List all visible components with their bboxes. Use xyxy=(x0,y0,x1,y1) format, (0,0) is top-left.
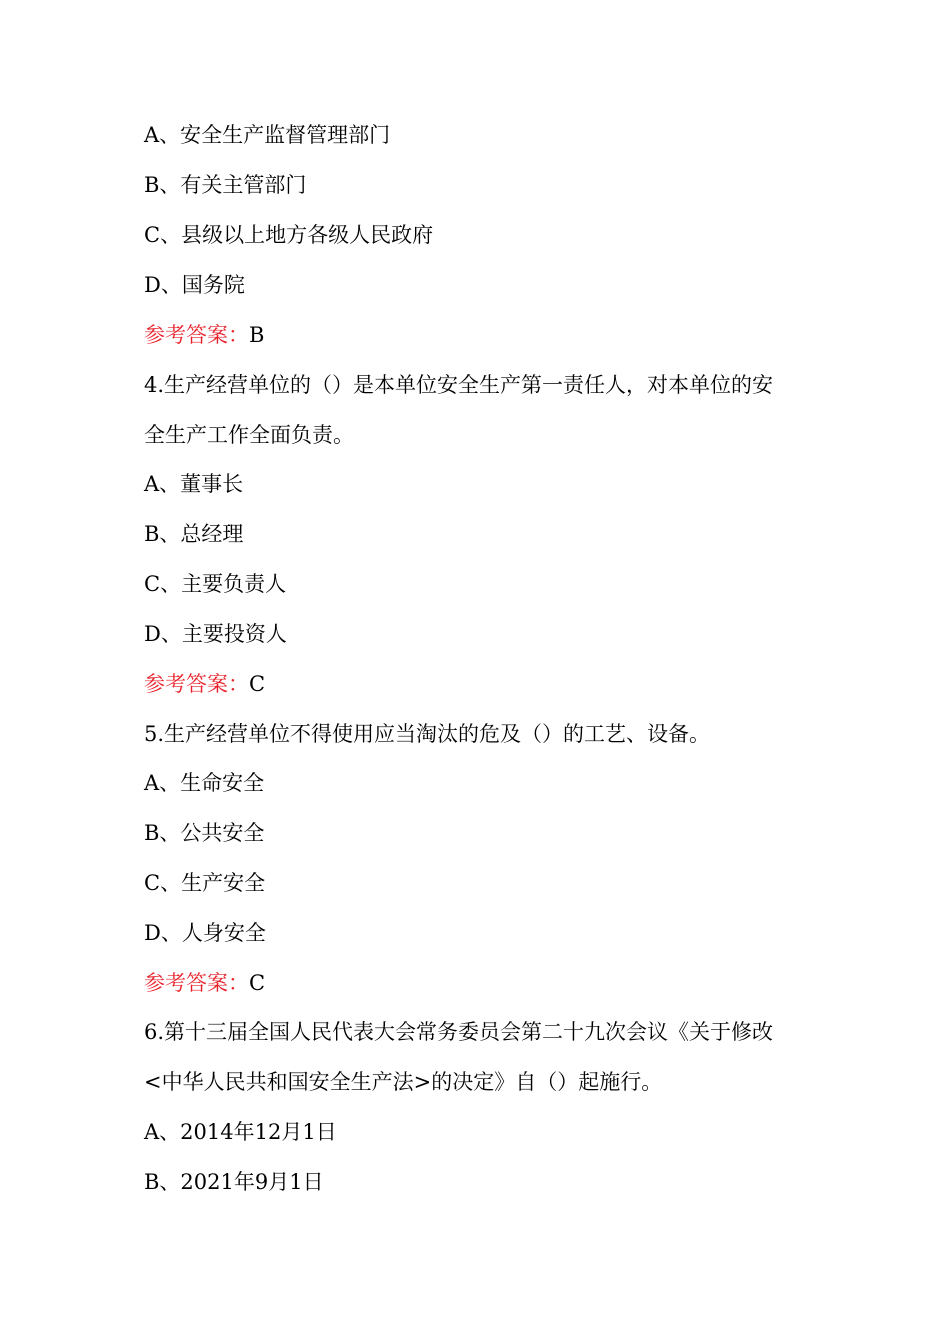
q5-question-line-1: 5.生产经营单位不得使用应当淘汰的危及（）的工艺、设备。 xyxy=(144,722,711,746)
q3-option-a: A、安全生产监督管理部门 xyxy=(144,123,391,147)
q5-option-d: D、人身安全 xyxy=(144,921,266,945)
q6-option-a: A、2014年12月1日 xyxy=(144,1120,337,1144)
q4-question-line-1: 4.生产经营单位的（）是本单位安全生产第一责任人，对本单位的安 xyxy=(144,373,774,397)
q4-answer xyxy=(144,671,824,697)
q6-option-b: B、2021年9月1日 xyxy=(144,1170,324,1194)
q5-answer-label: 参考答案： xyxy=(144,971,249,995)
q6-question-line-2: <中华人民共和国安全生产法>的决定》自（）起施行。 xyxy=(144,1070,663,1094)
q3-answer-label: 参考答案： xyxy=(144,323,249,347)
q3-option-b: B、有关主管部门 xyxy=(144,173,307,197)
q6-question-line-1: 6.第十三届全国人民代表大会常务委员会第二十九次会议《关于修改 xyxy=(144,1020,774,1044)
q4-option-d: D、主要投资人 xyxy=(144,622,287,646)
q4-answer-value: C xyxy=(249,672,266,696)
q5-option-a: A、生命安全 xyxy=(144,771,265,795)
q5-option-c: C、生产安全 xyxy=(144,871,266,895)
q3-option-d: D、国务院 xyxy=(144,273,245,297)
q4-answer-label: 参考答案： xyxy=(144,672,249,696)
q5-option-b: B、公共安全 xyxy=(144,821,265,845)
q3-answer xyxy=(144,322,824,348)
q4-option-c: C、主要负责人 xyxy=(144,572,287,596)
q3-answer-value: B xyxy=(249,323,265,347)
q3-option-c: C、县级以上地方各级人民政府 xyxy=(144,223,434,247)
q4-option-a: A、董事长 xyxy=(144,472,244,496)
q5-answer-value: C xyxy=(249,971,266,995)
q4-option-b: B、总经理 xyxy=(144,522,244,546)
q4-question-line-2: 全生产工作全面负责。 xyxy=(144,423,354,447)
q5-answer xyxy=(144,970,824,996)
